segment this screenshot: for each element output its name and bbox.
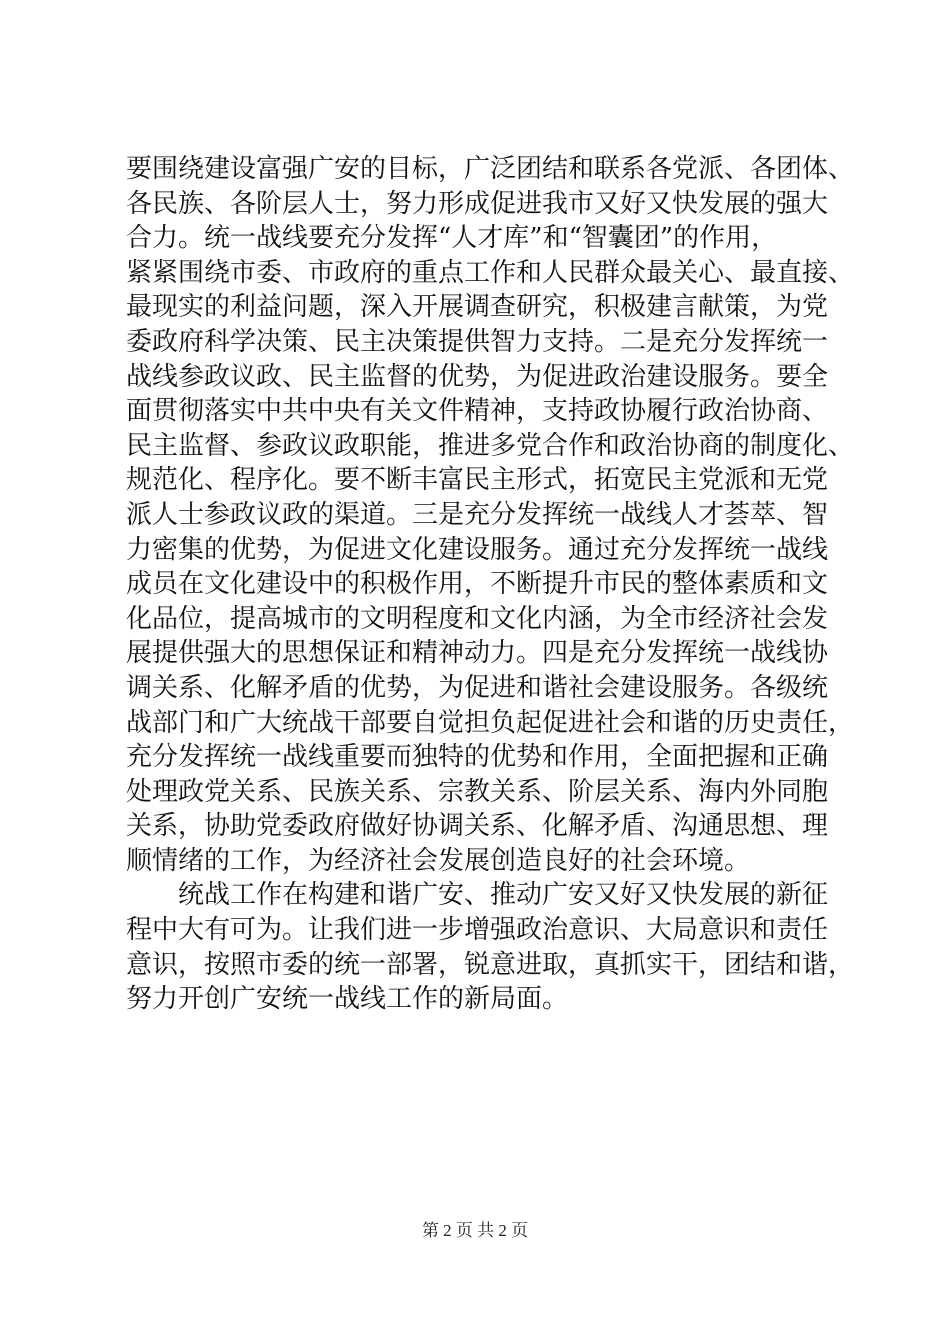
text-line: 充分发挥统一战线重要而独特的优势和作用，全面把握和正确: [126, 742, 829, 773]
text-line: 成员在文化建设中的积极作用，不断提升市民的整体素质和文: [126, 569, 829, 600]
text-line: 规范化、程序化。要不断丰富民主形式，拓宽民主党派和无党: [126, 465, 829, 496]
paragraph-start-line: 统战工作在构建和谐广安、推动广安又好又快发展的新征: [178, 880, 829, 911]
text-line: 努力开创广安统一战线工作的新局面。: [126, 984, 569, 1015]
text-line: 紧紧围绕市委、市政府的重点工作和人民群众最关心、最直接、: [126, 257, 855, 288]
text-line: 战部门和广大统战干部要自觉担负起促进社会和谐的历史责任，: [126, 707, 855, 738]
text-line: 民主监督、参政议政职能，推进多党合作和政治协商的制度化、: [126, 430, 855, 461]
text-line: 处理政党关系、民族关系、宗教关系、阶层关系、海内外同胞: [126, 776, 829, 807]
text-line: 调关系、化解矛盾的优势，为促进和谐社会建设服务。各级统: [126, 672, 829, 703]
text-line: 关系，协助党委政府做好协调关系、化解矛盾、沟通思想、理: [126, 811, 829, 842]
text-line: 委政府科学决策、民主决策提供智力支持。二是充分发挥统一: [126, 326, 829, 357]
text-line: 面贯彻落实中共中央有关文件精神，支持政协履行政治协商、: [126, 396, 829, 427]
text-line: 力密集的优势，为促进文化建设服务。通过充分发挥统一战线: [126, 534, 829, 565]
text-line: 合力。统一战线要充分发挥“人才库”和“智囊团”的作用，: [126, 223, 778, 254]
text-line: 顺情绪的工作，为经济社会发展创造良好的社会环境。: [126, 845, 751, 876]
text-line: 展提供强大的思想保证和精神动力。四是充分发挥统一战线协: [126, 638, 829, 669]
text-line: 战线参政议政、民主监督的优势，为促进政治建设服务。要全: [126, 361, 829, 392]
text-line: 意识，按照市委的统一部署，锐意进取，真抓实干，团结和谐，: [126, 949, 855, 980]
text-line: 化品位，提高城市的文明程度和文化内涵，为全市经济社会发: [126, 603, 829, 634]
text-line: 派人士参政议政的渠道。三是充分发挥统一战线人才荟萃、智: [126, 499, 829, 530]
text-line: 最现实的利益问题，深入开展调查研究，积极建言献策，为党: [126, 292, 829, 323]
text-line: 要围绕建设富强广安的目标，广泛团结和联系各党派、各团体、: [126, 154, 855, 184]
text-line: 各民族、各阶层人士，努力形成促进我市又好又快发展的强大: [126, 188, 829, 219]
document-body: [126, 152, 855, 1017]
text-line: 程中大有可为。让我们进一步增强政治意识、大局意识和责任: [126, 915, 829, 946]
page-footer: 第 2 页 共 2 页: [421, 1221, 529, 1240]
